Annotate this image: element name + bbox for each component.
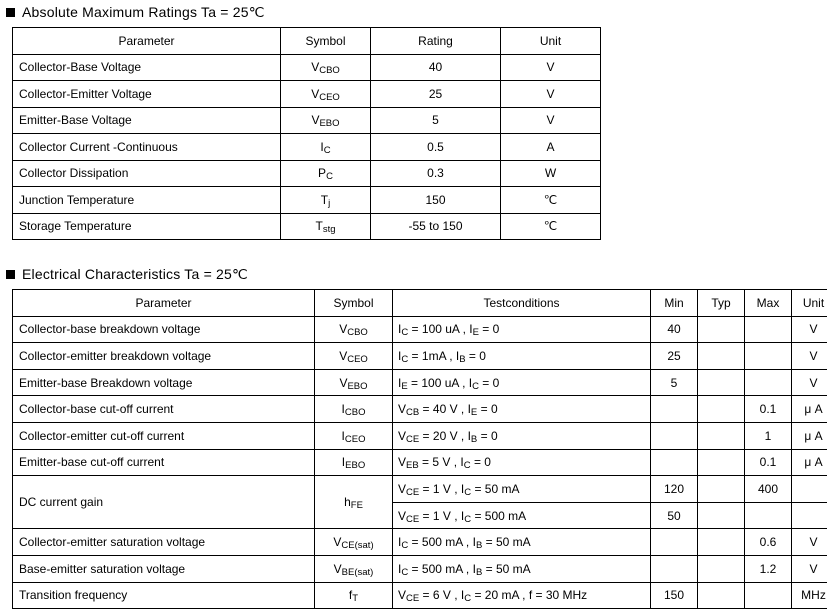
cell-unit xyxy=(792,502,827,529)
cell-parameter: Collector Current -Continuous xyxy=(13,134,281,161)
cell-symbol: $I_{CEO}$ xyxy=(315,422,393,449)
table-row xyxy=(13,396,827,423)
cell-min: 5 xyxy=(651,369,698,396)
electrical-characteristics-table xyxy=(12,289,827,609)
cell-symbol: $V_{BE(sat)}$ xyxy=(315,555,393,582)
table-row xyxy=(13,107,601,134)
cell-parameter: Storage Temperature xyxy=(13,213,281,240)
cell-symbol: $f_T$ xyxy=(315,582,393,609)
cell-max: 1 xyxy=(745,422,792,449)
cell-unit: μ A xyxy=(792,422,827,449)
absolute-maximum-ratings-heading xyxy=(6,4,827,21)
cell-parameter: Emitter-base cut-off current xyxy=(13,449,315,476)
table-row xyxy=(13,449,827,476)
cell-unit: ℃ xyxy=(501,213,601,240)
cell-parameter: Collector-emitter breakdown voltage xyxy=(13,343,315,370)
cell-symbol: $h_{FE}$ xyxy=(315,476,393,529)
cell-unit: V xyxy=(501,107,601,134)
cell-max: 1.2 xyxy=(745,555,792,582)
cell-rating: -55 to 150 xyxy=(371,213,501,240)
heading-label: Absolute Maximum Ratings Ta = 25℃ xyxy=(22,4,265,21)
electrical-characteristics-heading xyxy=(6,266,827,283)
table-row xyxy=(13,54,601,81)
heading-label: Electrical Characteristics Ta = 25℃ xyxy=(22,266,248,283)
column-header-unit: Unit xyxy=(501,28,601,55)
cell-parameter: Collector-Base Voltage xyxy=(13,54,281,81)
cell-unit: V xyxy=(501,81,601,108)
cell-parameter: DC current gain xyxy=(13,476,315,529)
cell-symbol: $I_{EBO}$ xyxy=(315,449,393,476)
section-spacer xyxy=(0,240,827,266)
column-header-rating: Rating xyxy=(371,28,501,55)
cell-max: 0.6 xyxy=(745,529,792,556)
table-row xyxy=(13,160,601,187)
cell-rating: 0.3 xyxy=(371,160,501,187)
absolute-maximum-ratings-table xyxy=(12,27,601,240)
cell-unit: V xyxy=(792,529,827,556)
cell-testconditions: $V_{CE} = 1$ V , $I_C = 500$ mA xyxy=(393,502,651,529)
cell-symbol: $T_j$ xyxy=(281,187,371,214)
cell-rating: 40 xyxy=(371,54,501,81)
cell-symbol: $V_{EBO}$ xyxy=(315,369,393,396)
cell-min xyxy=(651,529,698,556)
cell-typ xyxy=(698,396,745,423)
cell-typ xyxy=(698,422,745,449)
cell-max xyxy=(745,582,792,609)
table-row xyxy=(13,134,601,161)
cell-parameter: Junction Temperature xyxy=(13,187,281,214)
cell-testconditions: $V_{CE} = 20$ V , $I_B = 0$ xyxy=(393,422,651,449)
cell-symbol: $P_C$ xyxy=(281,160,371,187)
cell-min xyxy=(651,449,698,476)
column-header-unit: Unit xyxy=(792,290,827,317)
cell-min: 150 xyxy=(651,582,698,609)
table-row xyxy=(13,476,827,503)
cell-parameter: Collector Dissipation xyxy=(13,160,281,187)
cell-min xyxy=(651,555,698,582)
cell-parameter: Emitter-Base Voltage xyxy=(13,107,281,134)
cell-max: 400 xyxy=(745,476,792,503)
table-row xyxy=(13,187,601,214)
cell-min xyxy=(651,396,698,423)
cell-rating: 5 xyxy=(371,107,501,134)
cell-symbol: $I_{CBO}$ xyxy=(315,396,393,423)
cell-parameter: Collector-emitter saturation voltage xyxy=(13,529,315,556)
column-header-testconditions: Testconditions xyxy=(393,290,651,317)
cell-unit: μ A xyxy=(792,449,827,476)
table-row xyxy=(13,422,827,449)
table-row xyxy=(13,582,827,609)
column-header-parameter: Parameter xyxy=(13,28,281,55)
cell-parameter: Emitter-base Breakdown voltage xyxy=(13,369,315,396)
heading-bullet-icon xyxy=(6,8,15,17)
cell-unit: μ A xyxy=(792,396,827,423)
cell-symbol: $V_{CEO}$ xyxy=(315,343,393,370)
table-row xyxy=(13,213,601,240)
cell-symbol: $V_{CBO}$ xyxy=(315,316,393,343)
cell-typ xyxy=(698,529,745,556)
cell-symbol: $V_{CEO}$ xyxy=(281,81,371,108)
column-header-max: Max xyxy=(745,290,792,317)
cell-typ xyxy=(698,582,745,609)
cell-max xyxy=(745,316,792,343)
cell-testconditions: $V_{CE} = 6$ V , $I_C = 20$ mA , f = 30 MHz xyxy=(393,582,651,609)
column-header-parameter: Parameter xyxy=(13,290,315,317)
cell-typ xyxy=(698,316,745,343)
cell-min: 40 xyxy=(651,316,698,343)
table-header-row xyxy=(13,290,827,317)
cell-symbol: $T_{stg}$ xyxy=(281,213,371,240)
table-header-row xyxy=(13,28,601,55)
cell-typ xyxy=(698,502,745,529)
column-header-symbol: Symbol xyxy=(315,290,393,317)
cell-min: 120 xyxy=(651,476,698,503)
cell-max: 0.1 xyxy=(745,449,792,476)
cell-min: 25 xyxy=(651,343,698,370)
cell-parameter: Collector-emitter cut-off current xyxy=(13,422,315,449)
cell-max xyxy=(745,369,792,396)
table-row xyxy=(13,343,827,370)
cell-typ xyxy=(698,449,745,476)
cell-rating: 150 xyxy=(371,187,501,214)
cell-typ xyxy=(698,343,745,370)
cell-unit: V xyxy=(792,369,827,396)
column-header-min: Min xyxy=(651,290,698,317)
cell-unit: W xyxy=(501,160,601,187)
cell-parameter: Collector-base breakdown voltage xyxy=(13,316,315,343)
cell-symbol: $I_C$ xyxy=(281,134,371,161)
cell-unit: V xyxy=(792,316,827,343)
cell-typ xyxy=(698,369,745,396)
cell-symbol: $V_{CBO}$ xyxy=(281,54,371,81)
cell-max xyxy=(745,502,792,529)
cell-testconditions: $V_{CB} = 40$ V , $I_E = 0$ xyxy=(393,396,651,423)
cell-unit xyxy=(792,476,827,503)
table-row xyxy=(13,529,827,556)
cell-parameter: Collector-base cut-off current xyxy=(13,396,315,423)
cell-unit: A xyxy=(501,134,601,161)
heading-bullet-icon xyxy=(6,270,15,279)
cell-parameter: Base-emitter saturation voltage xyxy=(13,555,315,582)
column-header-typ: Typ xyxy=(698,290,745,317)
cell-rating: 25 xyxy=(371,81,501,108)
table-row xyxy=(13,81,601,108)
cell-unit: V xyxy=(501,54,601,81)
cell-testconditions: $I_C = 500$ mA , $I_B = 50$ mA xyxy=(393,529,651,556)
table-row xyxy=(13,555,827,582)
cell-testconditions: $I_C = 500$ mA , $I_B = 50$ mA xyxy=(393,555,651,582)
cell-max: 0.1 xyxy=(745,396,792,423)
cell-testconditions: $V_{CE} = 1$ V , $I_C = 50$ mA xyxy=(393,476,651,503)
cell-symbol: $V_{CE(sat)}$ xyxy=(315,529,393,556)
table-row xyxy=(13,369,827,396)
cell-unit: V xyxy=(792,555,827,582)
column-header-symbol: Symbol xyxy=(281,28,371,55)
cell-typ xyxy=(698,555,745,582)
cell-min: 50 xyxy=(651,502,698,529)
cell-testconditions: $I_E = 100$ uA , $I_C = 0$ xyxy=(393,369,651,396)
cell-typ xyxy=(698,476,745,503)
cell-min xyxy=(651,422,698,449)
cell-testconditions: $I_C = 100$ uA , $I_E = 0$ xyxy=(393,316,651,343)
cell-parameter: Collector-Emitter Voltage xyxy=(13,81,281,108)
cell-parameter: Transition frequency xyxy=(13,582,315,609)
cell-unit: V xyxy=(792,343,827,370)
cell-symbol: $V_{EBO}$ xyxy=(281,107,371,134)
cell-unit: ℃ xyxy=(501,187,601,214)
cell-max xyxy=(745,343,792,370)
cell-testconditions: $V_{EB} = 5$ V , $I_C = 0$ xyxy=(393,449,651,476)
cell-testconditions: $I_C = 1mA$ , $I_B = 0$ xyxy=(393,343,651,370)
table-row xyxy=(13,316,827,343)
cell-rating: 0.5 xyxy=(371,134,501,161)
cell-unit: MHz xyxy=(792,582,827,609)
